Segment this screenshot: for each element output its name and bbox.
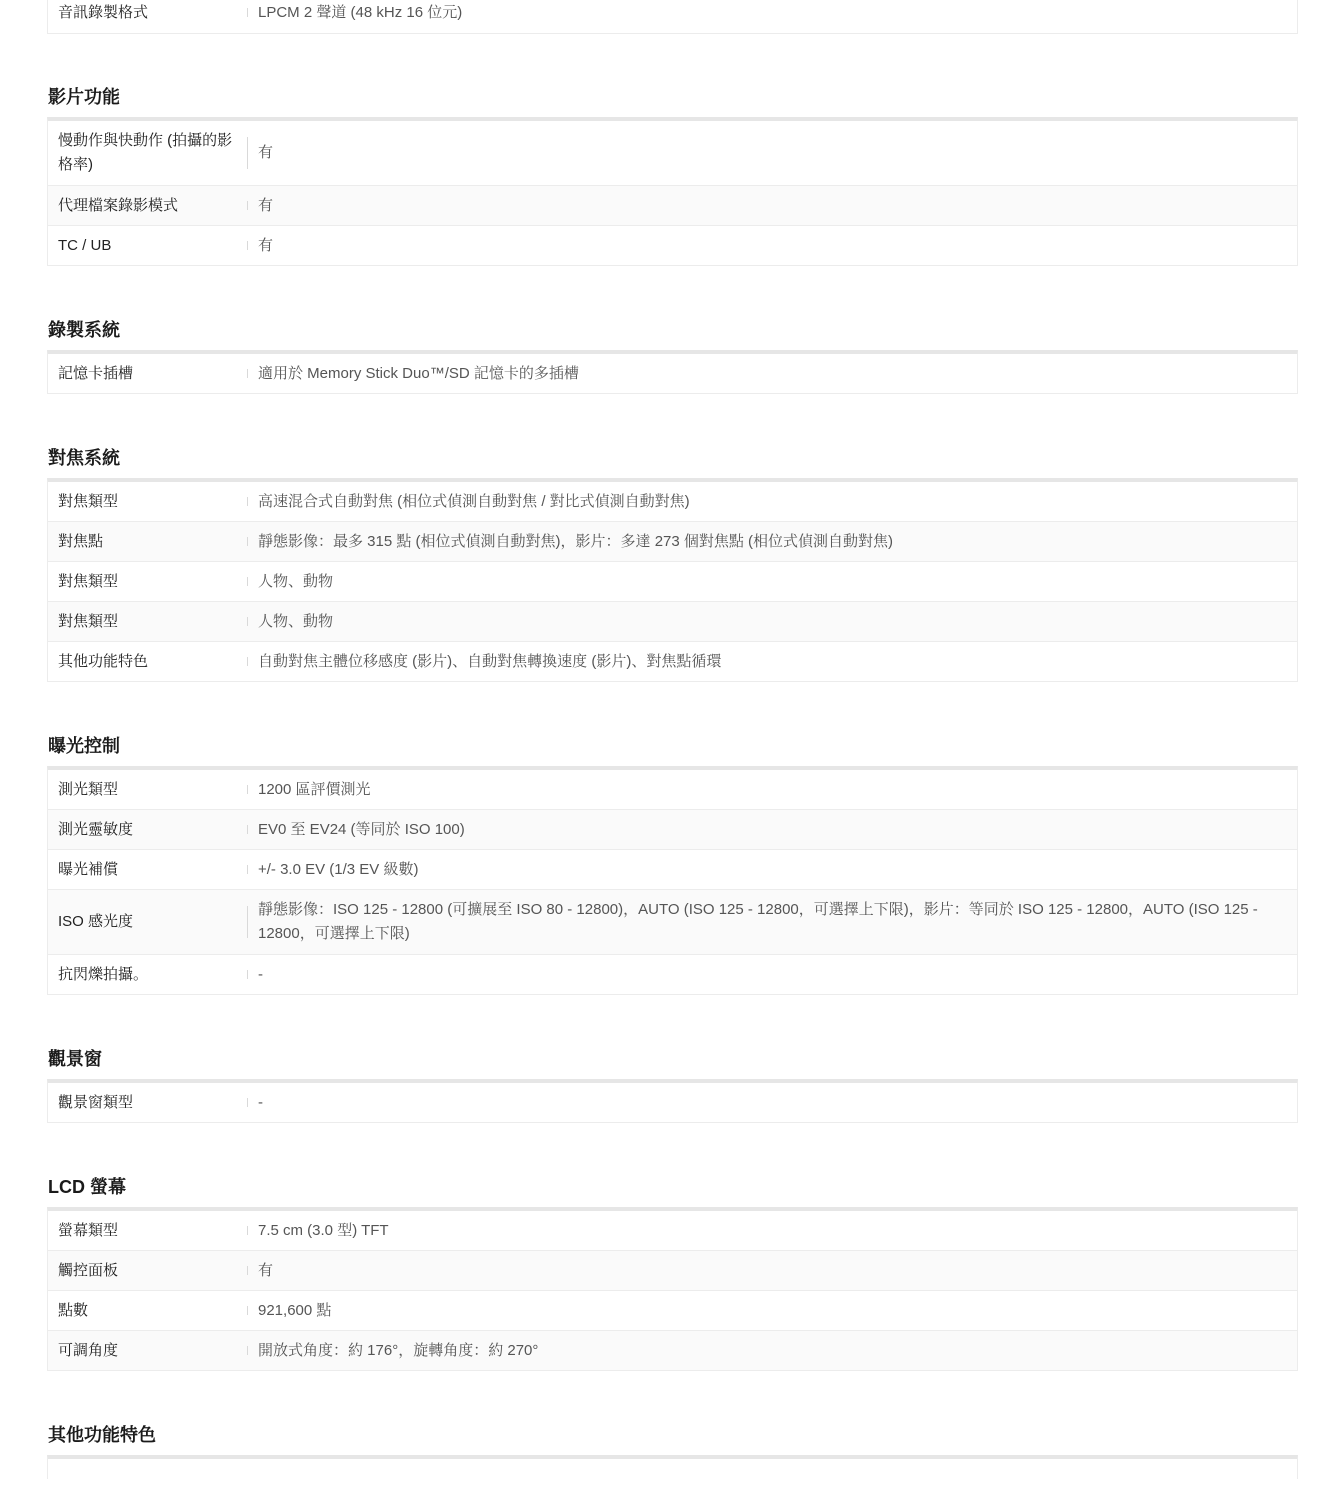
spec-value: 高速混合式自動對焦 (相位式偵測自動對焦 / 對比式偵測自動對焦) [258,492,690,510]
spec-key: 慢動作與快動作 (拍攝的影格率) [58,132,233,173]
spec-key: 其他功能特色 [58,652,149,670]
spec-table [47,1079,1298,1123]
spec-value: - [258,1093,263,1111]
spec-key: 音訊錄製格式 [58,3,149,21]
spec-key: 螢幕類型 [58,1221,119,1239]
spec-table [47,1207,1298,1371]
section-title: 曝光控制 [48,736,120,756]
spec-row [48,562,1297,602]
section-recording-system [47,318,1298,394]
spec-row [48,770,1297,810]
spec-value: LPCM 2 聲道 (48 kHz 16 位元) [258,3,463,21]
spec-value: +/- 3.0 EV (1/3 EV 級數) [258,860,419,878]
section-video-features [47,85,1298,266]
spec-row [48,226,1297,266]
section-viewfinder [47,1047,1298,1123]
spec-value: 人物、動物 [258,572,334,590]
spec-value: 7.5 cm (3.0 型) TFT [258,1221,389,1239]
section-title: 觀景窗 [48,1049,102,1069]
spec-key: 測光類型 [58,780,119,798]
spec-key: 點數 [58,1301,89,1319]
spec-value: 有 [258,144,274,161]
spec-value: 有 [258,196,274,214]
spec-value: 靜態影像：ISO 125 - 12800 (可擴展至 ISO 80 - 12800)，AUTO (ISO 125 - 12800，可選擇上下限)，影片：等同於 ISO 125 - 12800，AUTO (ISO 125 - 12800，可選擇上下限) [258,901,1258,942]
spec-table [47,478,1298,682]
spec-key: 代理檔案錄影模式 [58,196,179,214]
spec-row [48,642,1297,682]
spec-table-audio [47,0,1298,34]
section-title: 對焦系統 [48,448,120,468]
spec-key: 對焦類型 [58,612,119,630]
spec-key: 測光靈敏度 [58,820,134,838]
section-lcd-screen [47,1175,1298,1371]
spec-row [48,955,1297,995]
spec-row [48,1331,1297,1371]
spec-key: ISO 感光度 [58,913,134,930]
spec-row [48,890,1297,955]
spec-value: 921,600 點 [258,1301,332,1319]
spec-row [48,354,1297,394]
spec-key: 對焦類型 [58,492,119,510]
spec-row [48,1211,1297,1251]
spec-key: 觀景窗類型 [58,1093,134,1111]
section-title: 其他功能特色 [48,1425,156,1445]
spec-value: 有 [258,236,274,254]
spec-key: 記憶卡插槽 [58,364,134,382]
spec-table [47,766,1298,995]
spec-row [48,1083,1297,1123]
spec-row [48,522,1297,562]
spec-row [48,810,1297,850]
spec-row [48,121,1297,186]
spec-row [48,482,1297,522]
spec-table [47,1455,1298,1479]
spec-key: 對焦類型 [58,572,119,590]
spec-value: 開放式角度：約 176°，旋轉角度：約 270° [258,1341,539,1359]
spec-key: 可調角度 [58,1341,119,1359]
spec-value: 人物、動物 [258,612,334,630]
spec-key: 抗閃爍拍攝。 [58,965,149,983]
spec-row [48,186,1297,226]
section-other-features [47,1423,1298,1479]
section-title: 影片功能 [48,87,120,107]
section-title: 錄製系統 [48,320,120,340]
spec-key: 對焦點 [58,532,104,550]
spec-value: EV0 至 EV24 (等同於 ISO 100) [258,820,465,838]
spec-value: 自動對焦主體位移感度 (影片)、自動對焦轉換速度 (影片)、對焦點循環 [258,652,722,670]
spec-page [47,0,1298,1479]
section-title: LCD 螢幕 [48,1177,126,1197]
spec-value: 靜態影像：最多 315 點 (相位式偵測自動對焦)，影片：多達 273 個對焦點 (相位式偵測自動對焦) [258,532,894,550]
spec-row [48,850,1297,890]
spec-key: 曝光補償 [58,860,119,878]
spec-row [48,602,1297,642]
spec-row [48,1291,1297,1331]
spec-value: - [258,965,263,983]
section-exposure-control [47,734,1298,995]
spec-value: 適用於 Memory Stick Duo™/SD 記憶卡的多插槽 [258,364,579,382]
spec-value: 有 [258,1261,274,1279]
spec-key: 觸控面板 [58,1261,119,1279]
spec-row [48,0,1297,34]
spec-key: TC / UB [58,236,112,254]
spec-value: 1200 區評價測光 [258,780,371,798]
spec-table [47,350,1298,394]
spec-row [48,1251,1297,1291]
section-focus-system [47,446,1298,682]
spec-table [47,117,1298,266]
